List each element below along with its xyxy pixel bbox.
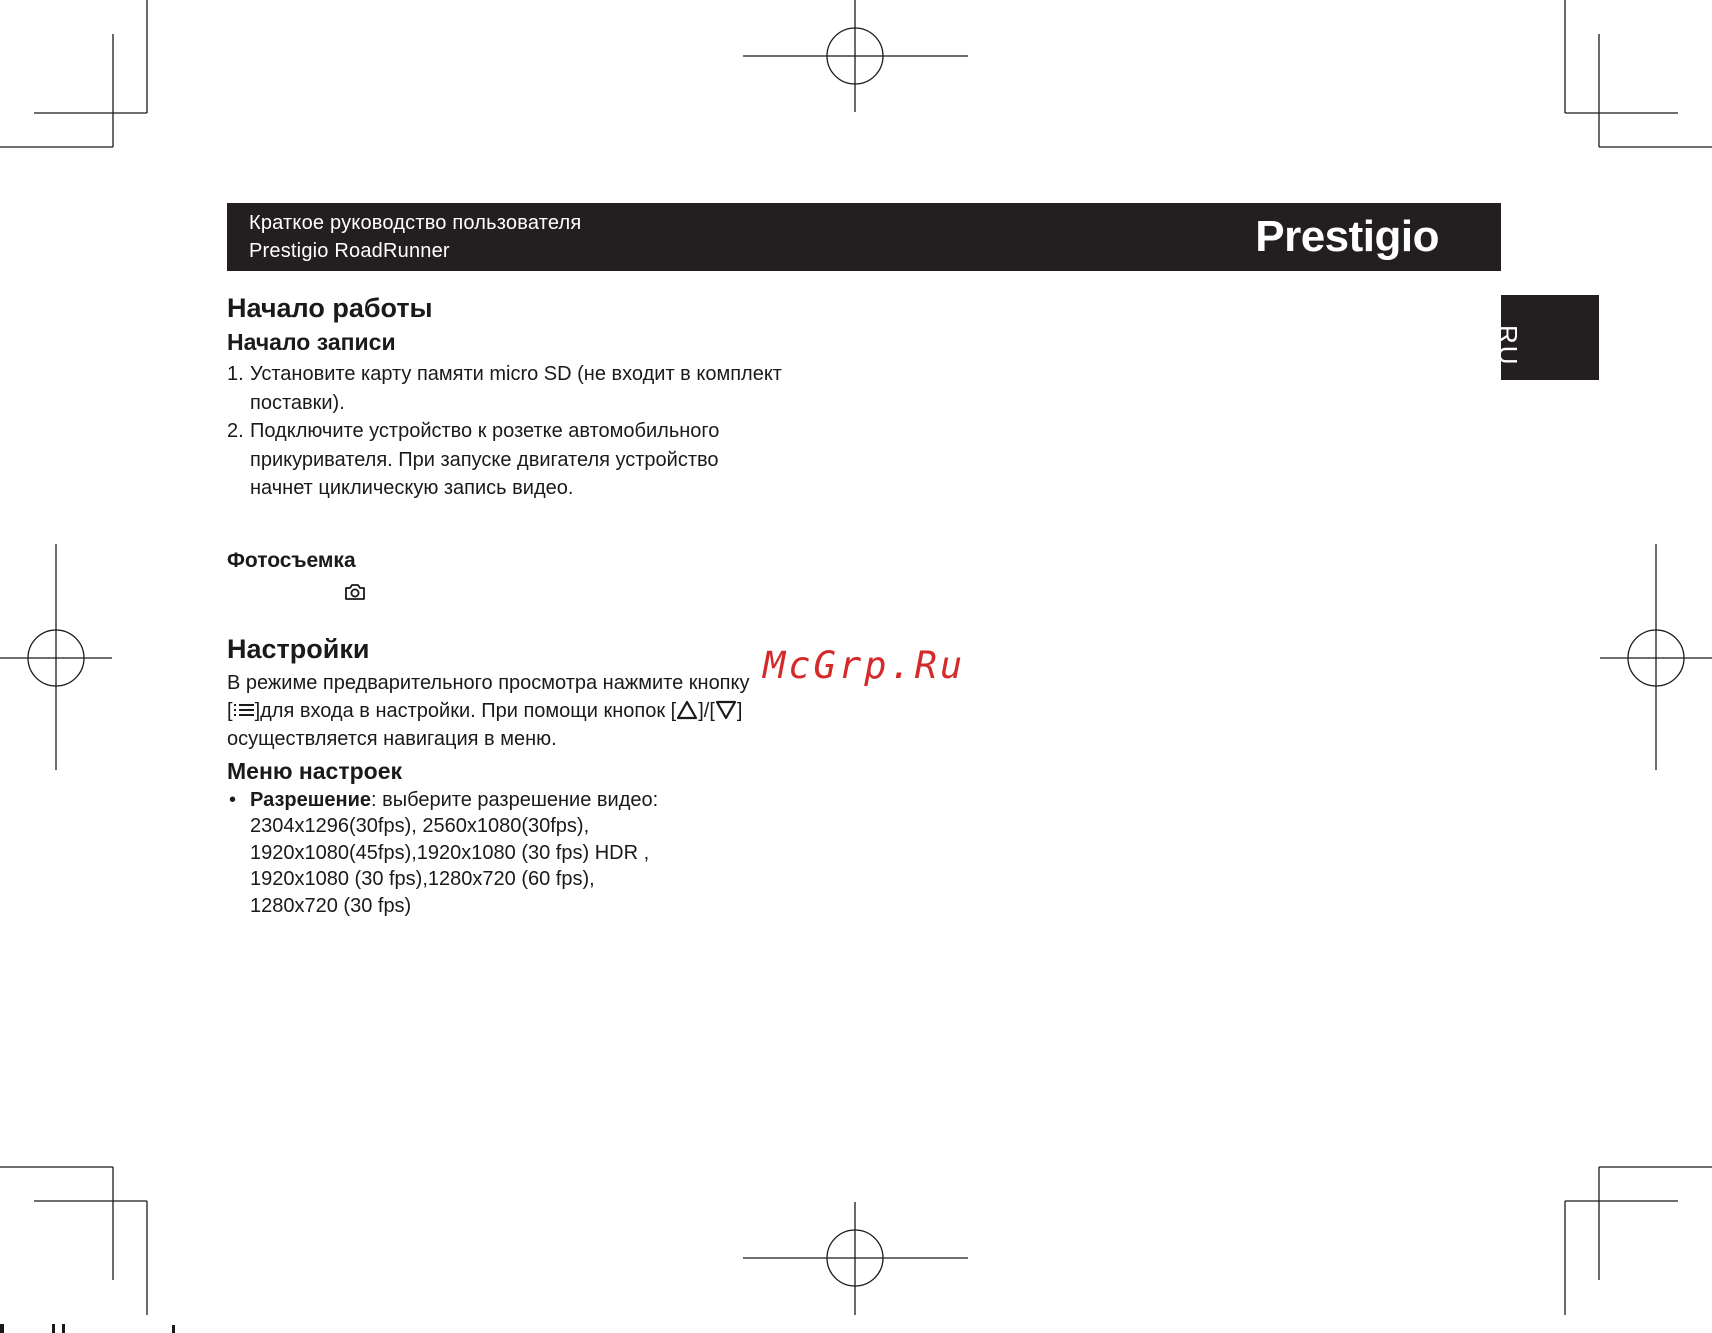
resolution-desc: : выберите разрешение видео: (371, 788, 659, 811)
step-text: Подключите устройство к розетке автомобильного (250, 420, 720, 442)
bracket-text: [ (227, 699, 233, 722)
resolution-description (250, 787, 867, 814)
resolution-term: Разрешение (250, 788, 372, 811)
menu-item-resolution (227, 787, 867, 920)
recording-steps (227, 360, 867, 503)
resolution-values: 1920x1080(45fps),1920x1080 (30 fps) HDR , (250, 841, 650, 864)
bullet: • (229, 788, 237, 811)
step-text: начнет циклическую запись видео. (250, 477, 574, 499)
section-title-start: Начало работы (227, 293, 433, 323)
settings-text-line: осуществляется навигация в меню. (227, 727, 557, 750)
brand-logo: Prestigio (1255, 212, 1439, 261)
step-text: прикуривателя. При запуске двигателя устройство (250, 448, 719, 471)
header-product-name: Prestigio RoadRunner (249, 240, 450, 262)
watermark: McGrp.Ru (763, 644, 966, 687)
photo-instruction-row (227, 576, 867, 608)
language-code: RU (1493, 325, 1523, 367)
settings-text-line (227, 697, 867, 725)
bracket-text: ] (736, 699, 743, 722)
step-text: Установите карту памяти micro SD (не входит в комплект (250, 363, 782, 385)
step-item (227, 417, 867, 503)
step-number: 1. (227, 363, 244, 385)
resolution-values: 1920x1080 (30 fps),1280x720 (60 fps), (250, 868, 595, 890)
main-content (227, 290, 867, 919)
subsection-title-photo: Фотосъемка (227, 548, 356, 572)
step-item (227, 360, 867, 417)
resolution-values: 1280x720 (30 fps) (250, 894, 412, 917)
settings-text-line: В режиме предварительного просмотра нажмите кнопку (227, 671, 750, 694)
subsection-title-recording: Начало записи (227, 329, 396, 355)
section-title-settings: Настройки (227, 633, 370, 664)
bracket-text: ]/[ (698, 699, 715, 722)
step-number: 2. (227, 420, 244, 442)
arrow-down-icon (715, 700, 737, 720)
menu-icon (233, 700, 255, 720)
language-tab (1493, 295, 1599, 380)
camera-icon (344, 582, 366, 602)
resolution-values: 2304x1296(30fps), 2560x1080(30fps), (250, 815, 590, 837)
step-text: поставки). (250, 391, 345, 414)
settings-menu-list (227, 787, 867, 920)
settings-inline-text: ]для входа в настройки. При помощи кнопок [ (254, 699, 677, 722)
subsection-title-menu: Меню настроек (227, 757, 403, 784)
arrow-up-icon (676, 700, 698, 720)
header-bar (227, 203, 1501, 271)
header-guide-title: Краткое руководство пользователя (249, 212, 582, 234)
